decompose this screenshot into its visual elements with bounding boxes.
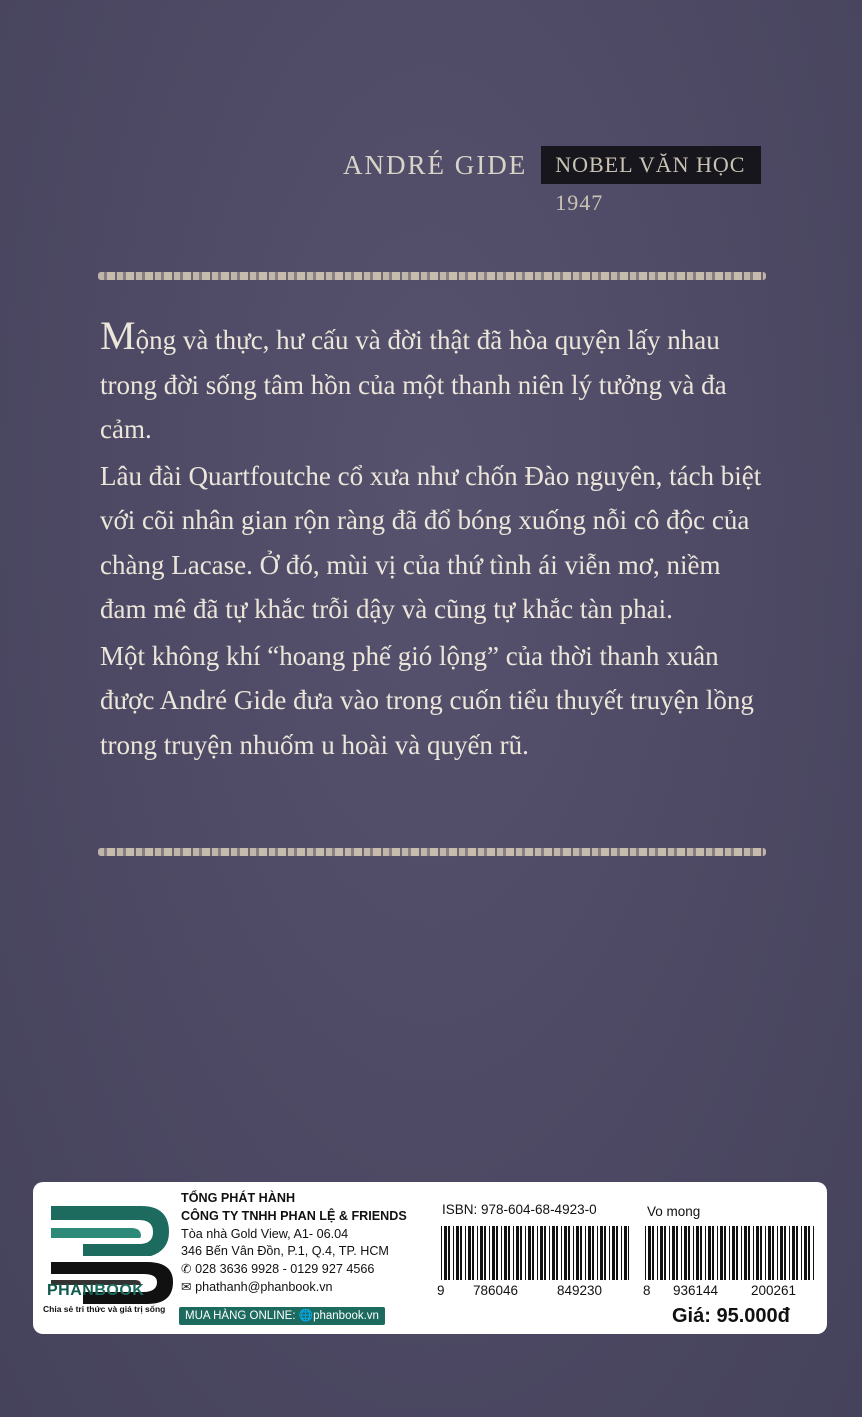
barcode-digit: 8 (643, 1283, 651, 1298)
publisher-panel (33, 1182, 827, 1334)
drop-cap: M (100, 313, 136, 358)
address-line-2: 346 Bến Vân Đồn, P.1, Q.4, TP. HCM (181, 1244, 389, 1259)
logo-wordmark: PHANBOOK (47, 1282, 145, 1299)
mail-icon: ✉ (181, 1279, 192, 1294)
globe-icon: 🌐 (298, 1310, 314, 1322)
company-name: CÔNG TY TNHH PHAN LỆ & FRIENDS (181, 1208, 407, 1223)
phone-icon: ✆ (181, 1262, 192, 1277)
prize-label: NOBEL VĂN HỌC 1947 (541, 146, 761, 184)
address-line-1: Tòa nhà Gold View, A1- 06.04 (181, 1226, 349, 1241)
logo-tagline: Chia sẻ tri thức và giá trị sống (43, 1304, 166, 1314)
blurb-paragraph-2: Lâu đài Quartfoutche cổ xưa như chốn Đào nguyên, tách biệt với cõi nhân gian rộn ràng đã đổ bóng xuống nỗi cô độc của chàng Lacase. Ở đó, mùi vị của thứ tình ái viễn mơ, niềm đam mê đã tự khắc trỗi dậy và cũng tự khắc tàn phai. (100, 460, 762, 624)
phone-line: ✆ 028 3636 9928 - 0129 927 4566 (181, 1262, 375, 1277)
email-line: ✉ phathanh@phanbook.vn (181, 1279, 333, 1294)
blurb (100, 313, 768, 769)
price-barcode-icon (645, 1226, 815, 1280)
top-divider (98, 272, 766, 280)
title-code: Vo mong (647, 1204, 701, 1219)
price-label: Giá: 95.000đ (672, 1305, 790, 1327)
blurb-paragraph-3: Một không khí “hoang phế gió lộng” của thời thanh xuân được André Gide đưa vào trong cuốn tiểu thuyết truyện lồng trong truyện nhuốm u hoài và quyến rũ. (100, 640, 754, 760)
distributor-info (181, 1190, 407, 1297)
distributor-title: TỔNG PHÁT HÀNH (181, 1191, 296, 1205)
isbn-label: ISBN: 978-604-68-4923-0 (442, 1202, 597, 1217)
barcode-digits: 786046 (473, 1283, 519, 1298)
author-name: ANDRÉ GIDE (343, 149, 528, 180)
isbn-barcode-icon (441, 1226, 629, 1280)
barcode-digits: 200261 (751, 1283, 797, 1298)
barcode-digit: 9 (437, 1283, 445, 1298)
barcode-digits: 849230 (557, 1283, 603, 1298)
barcode-digits: 936144 (673, 1283, 719, 1298)
cover-header (343, 146, 761, 215)
bottom-divider (98, 848, 766, 856)
online-shop-label: MUA HÀNG ONLINE: 🌐phanbook.vn (179, 1307, 385, 1325)
blurb-paragraph-1: Mộng và thực, hư cấu và đời thật đã hòa quyện lấy nhau trong đời sống tâm hồn của một thanh niên lý tưởng và đa cảm. (100, 313, 727, 444)
